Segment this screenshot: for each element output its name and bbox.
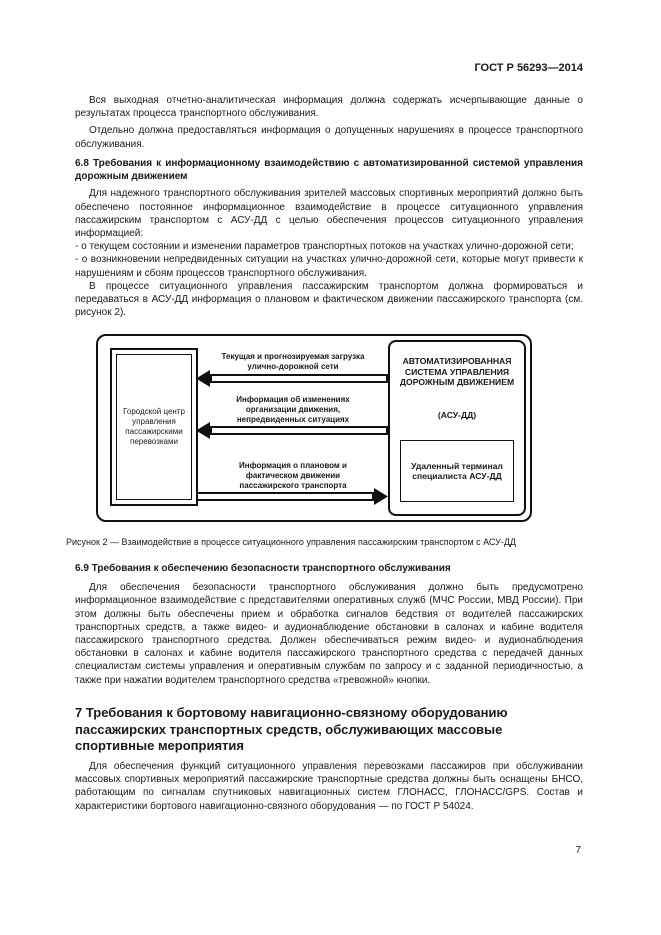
section-6-9 [75,562,583,687]
paragraph: В процессе ситуационного управления пассажирским транспортом должна формироваться и передаваться в АСУ-ДД информация о плановом и фактическом движении пассажирского транспорта (см. рисунок 2). [75,280,583,319]
arrow-left-1 [196,370,388,387]
intro-block [75,94,583,151]
section-heading: 6.8 Требования к информационному взаимодействию с автоматизированной системой управления дорожным движением [75,158,583,183]
section-6-8 [75,157,583,319]
arrow-1-label: Текущая и прогнозируемая загрузка улично-дорожной сети [221,352,365,371]
list-item: - о возникновении непредвиденных ситуации на участках улично-дорожной сети, которые могут привести к нарушениям и сбоям процессов транспортного обслуживания. [75,254,583,279]
figure-caption: Рисунок 2 — Взаимодействие в процессе ситуационного управления пассажирским транспортом с АСУ-ДД [66,537,517,547]
paragraph: Для надежного транспортного обслуживания зрителей массовых спортивных мероприятий должно быть обеспечено постоянное информационное взаимодействие в процессе ситуационного управления пассажирским транспортом с АСУ-ДД с целью обеспечения процессов ситуационного управления информацией: [75,188,583,240]
city-center-label: Городской центр управления пассажирскими перевозками [116,354,192,500]
paragraph: Вся выходная отчетно-аналитическая информация должна содержать исчерпывающие данные о результатах процесса транспортного обслуживания. [75,95,583,120]
arrow-3-label: Информация о плановом и фактическом движении пассажирского транспорта [239,461,347,490]
figure-2-diagram [96,334,532,522]
paragraph: Для обеспечения безопасности транспортного обслуживания должно быть предусмотрено информационное взаимодействие с представителями оперативных служб (МЧС России, МВД России). При этом должны быть обеспечены прием и обработка сигналов бедствия от водителей пассажирских транспортных средств, а также видео- и аудионаблюдение обстановки в салонах и кабине водителя пассажирского транспортного средства. Должен обеспечиваться режим видео- и аудионаблюдения обстановки в салонах и кабине водителя пассажирского транспортного средства с передачей данных специалистам системы управления и оперативным службам по запросу и с заданной периодичностью, а также при нажатии водителем транспортного средства «тревожной» кнопки. [75,582,583,686]
list-item: - о текущем состоянии и изменении параметров транспортных потоков на участках улично-дорожной сети; [75,241,574,253]
asu-dd-title: АВТОМАТИЗИРОВАННАЯ СИСТЕМА УПРАВЛЕНИЯ ДОРОЖНЫМ ДВИЖЕНИЕМ [399,356,515,387]
terminal-box: Удаленный терминал специалиста АСУ-ДД [400,440,514,502]
paragraph: Для обеспечения функций ситуационного управления перевозками пассажиров при обслуживании массовых спортивных мероприятий пассажирские транспортные средства должны быть оснащены БНСО, работающим по сигналам спутниковых навигационных систем ГЛОНАСС, ГЛОНАСС/GPS. Состав и характеристики бортового навигационно-связного оборудования — по ГОСТ Р 54024. [75,761,583,812]
arrow-2-label: Информация об изменениях организации движения, непредвиденных ситуациях [236,395,350,424]
chapter-7-heading: 7 Требования к бортовому навигационно-связному оборудованию пассажирских транспортных средств, обслуживающих массовые спортивные мероприятия [75,705,508,753]
section-heading: 6.9 Требования к обеспечению безопасности транспортного обслуживания [75,563,451,574]
document-code: ГОСТ Р 56293—2014 [474,62,583,74]
paragraph: Отдельно должна предоставляться информация о допущенных нарушениях в процессе транспортного обслуживания. [75,125,583,150]
chapter-7-body [75,760,583,813]
page-number: 7 [575,845,581,856]
asu-dd-abbr: (АСУ-ДД) [437,410,477,420]
